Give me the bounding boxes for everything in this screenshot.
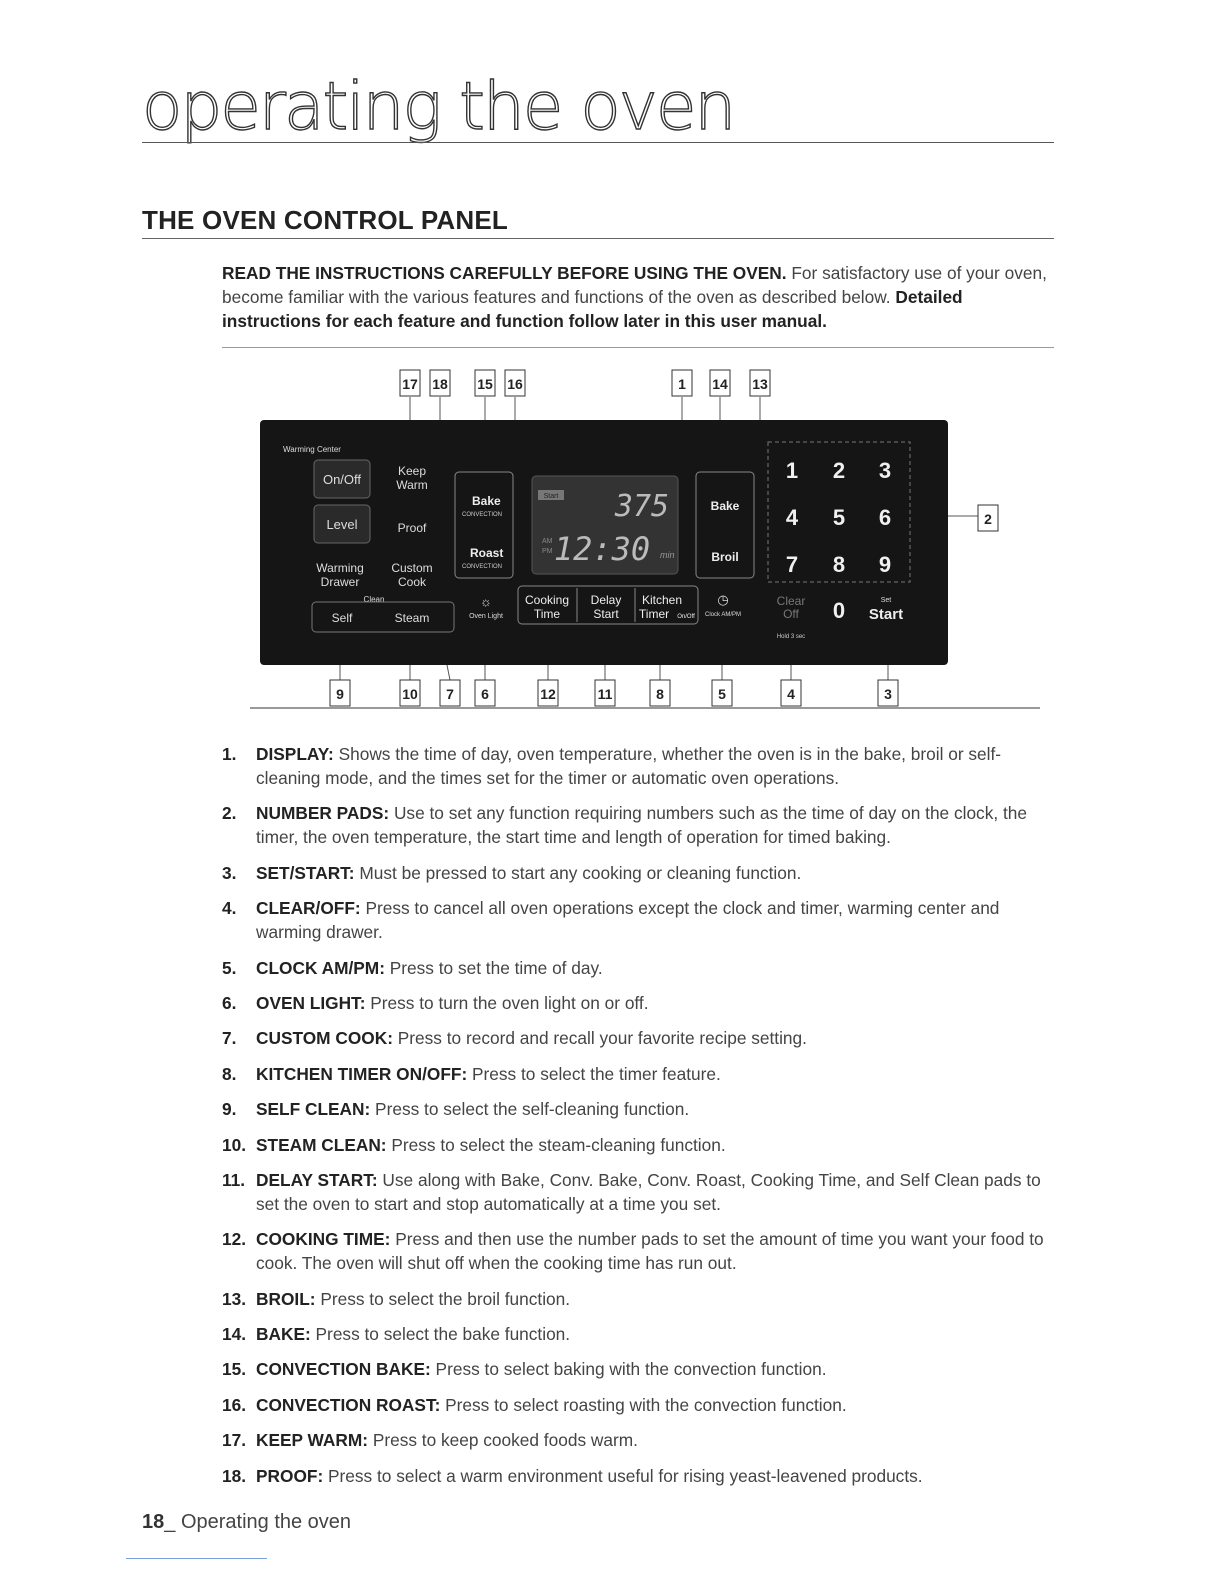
clear-label-2: Off [783, 607, 799, 621]
display-pm: PM [542, 548, 553, 555]
list-item: 1. DISPLAY: Shows the time of day, oven temperature, whether the oven is in the bake, broil or self-cleaning mode, and the times set for the timer or automatic oven operations. [222, 744, 1002, 788]
keep-warm-label-2: Warm [396, 478, 428, 492]
conv-roast-label: Roast [470, 546, 504, 560]
list-item: 15. CONVECTION BAKE: Press to select baking with the convection function. [222, 1359, 827, 1380]
bake-label: Bake [710, 499, 740, 513]
list-item: 13. BROIL: Press to select the broil function. [222, 1288, 571, 1309]
callout-9: 9 [336, 686, 344, 702]
intro-bold-2: Detailed instructions for each feature and function follow later in this user manual. [222, 287, 963, 331]
clock-icon: ◷ [717, 592, 729, 607]
list-item: 4. CLEAR/OFF: Press to cancel all oven operations except the clock and timer, warming center and warming drawer. [222, 898, 1000, 943]
chapter-title: operating the oven [142, 68, 735, 145]
key-3: 3 [878, 458, 892, 483]
kitchen-timer-on-off: On/Off [677, 614, 695, 620]
page-footer [142, 1511, 351, 1534]
chapter-rule [142, 142, 1054, 143]
feature-list [222, 742, 1054, 1499]
callout-6: 6 [481, 686, 489, 702]
callout-10: 10 [402, 686, 418, 702]
delay-start-label-1: Delay [590, 593, 622, 607]
clear-label-1: Clear [776, 594, 806, 608]
conv-roast-sub: CONVECTION [462, 564, 503, 570]
display-min: min [660, 550, 675, 560]
oven-light-icon: ☼ [480, 594, 492, 609]
oven-light-label: Oven Light [469, 613, 503, 620]
display-time: 12:30 [553, 530, 651, 568]
callout-11: 11 [597, 686, 613, 702]
list-item: 5. CLOCK AM/PM: Press to set the time of day. [222, 957, 603, 978]
callout-8: 8 [656, 686, 664, 702]
steam-button-label: Steam [394, 611, 430, 625]
list-item: 10. STEAM CLEAN: Press to select the steam-cleaning function. [222, 1134, 726, 1155]
control-panel-diagram [250, 360, 1040, 720]
display-start: Start [543, 493, 559, 500]
footer-separator: _ [164, 1511, 181, 1533]
intro-bold: READ THE INSTRUCTIONS CAREFULLY BEFORE USING THE OVEN. [222, 263, 787, 283]
key-2: 2 [832, 458, 846, 483]
display-temperature: 375 [614, 489, 670, 524]
display-am: AM [542, 538, 553, 545]
conv-bake-label: Bake [472, 494, 501, 508]
callout-16: 16 [507, 376, 523, 392]
delay-start-label-2: Start [593, 607, 619, 621]
start-label: Start [868, 606, 904, 623]
callout-2: 2 [984, 511, 992, 527]
section-rule [142, 238, 1054, 239]
proof-label: Proof [397, 521, 427, 535]
list-item: 16. CONVECTION ROAST: Press to select roasting with the convection function. [222, 1394, 847, 1415]
list-item: 2. NUMBER PADS: Use to set any function requiring numbers such as the time of day on the clock, the timer, the oven temperature, the start time and length of operation for timed baking. [222, 803, 1027, 848]
list-item: 6. OVEN LIGHT: Press to turn the oven light on or off. [222, 992, 649, 1013]
custom-cook-label-1: Custom [391, 561, 433, 575]
callout-3: 3 [884, 686, 892, 702]
key-4: 4 [785, 505, 799, 530]
broil-label: Broil [711, 550, 739, 564]
warming-center-label: Warming Center [283, 445, 341, 454]
key-9: 9 [878, 552, 892, 577]
display [532, 476, 678, 574]
list-item: 8. KITCHEN TIMER ON/OFF: Press to select the timer feature. [222, 1063, 721, 1084]
warming-drawer-label-1: Warming [316, 561, 364, 575]
intro-rule [222, 347, 1054, 348]
list-item: 9. SELF CLEAN: Press to select the self-cleaning function. [222, 1099, 690, 1120]
warming-drawer-label-2: Drawer [320, 575, 360, 589]
kitchen-timer-label-2: Timer [638, 607, 670, 621]
callout-7: 7 [446, 686, 454, 702]
self-button-label: Self [331, 611, 353, 625]
intro-text: For satisfactory use of your oven, become familiar with the various features and functions of the oven as described below. [222, 263, 1047, 307]
callouts-bottom [330, 680, 898, 706]
list-item: 17. KEEP WARM: Press to keep cooked foods warm. [222, 1430, 638, 1451]
callout-17: 17 [402, 376, 418, 392]
footer-label: Operating the oven [180, 1511, 352, 1533]
key-1: 1 [785, 458, 799, 483]
callout-1: 1 [678, 376, 686, 392]
callout-5: 5 [718, 686, 726, 702]
list-item: 3. SET/START: Must be pressed to start any cooking or cleaning function. [222, 862, 802, 883]
list-item: 18. PROOF: Press to select a warm environment useful for rising yeast-leavened products. [222, 1465, 923, 1486]
keep-warm-label-1: Keep [397, 464, 427, 478]
kitchen-timer-label-1: Kitchen [641, 593, 683, 607]
callouts-top [400, 370, 770, 396]
key-0: 0 [832, 598, 846, 623]
callout-13: 13 [752, 376, 768, 392]
callout-14: 14 [712, 376, 728, 392]
cooking-time-label-1: Cooking [524, 593, 570, 607]
cooking-time-label-2: Time [533, 607, 561, 621]
clean-label: Clean [363, 595, 385, 604]
list-item: 14. BAKE: Press to select the bake function. [222, 1324, 571, 1345]
intro-paragraph [222, 261, 1054, 333]
key-5: 5 [832, 505, 846, 530]
list-item: 12. COOKING TIME: Press and then use the number pads to set the amount of time you want your food to cook. The oven will shut off when the cooking time has run out. [222, 1229, 1044, 1274]
key-8: 8 [832, 552, 846, 577]
key-6: 6 [878, 505, 892, 530]
section-title: THE OVEN CONTROL PANEL [142, 205, 509, 235]
level-button-label: Level [326, 517, 358, 532]
footer-rule [126, 1558, 267, 1559]
list-item: 11. DELAY START: Use along with Bake, Conv. Bake, Conv. Roast, Cooking Time, and Self Clean pads to set the oven to start and stop automatically at a time you set. [222, 1169, 1041, 1214]
key-7: 7 [785, 552, 799, 577]
page-number: 18 [142, 1511, 165, 1533]
list-item: 7. CUSTOM COOK: Press to record and recall your favorite recipe setting. [222, 1028, 807, 1049]
set-label: Set [880, 597, 892, 604]
callout-15: 15 [477, 376, 493, 392]
callout-right [978, 505, 998, 531]
clock-label: Clock AM/PM [704, 612, 742, 618]
hold-label: Hold 3 sec [776, 634, 806, 640]
conv-bake-sub: CONVECTION [462, 512, 503, 518]
callout-4: 4 [787, 686, 795, 702]
on-off-button-label: On/Off [322, 472, 362, 487]
custom-cook-label-2: Cook [397, 575, 427, 589]
callout-18: 18 [432, 376, 448, 392]
callout-12: 12 [540, 686, 556, 702]
